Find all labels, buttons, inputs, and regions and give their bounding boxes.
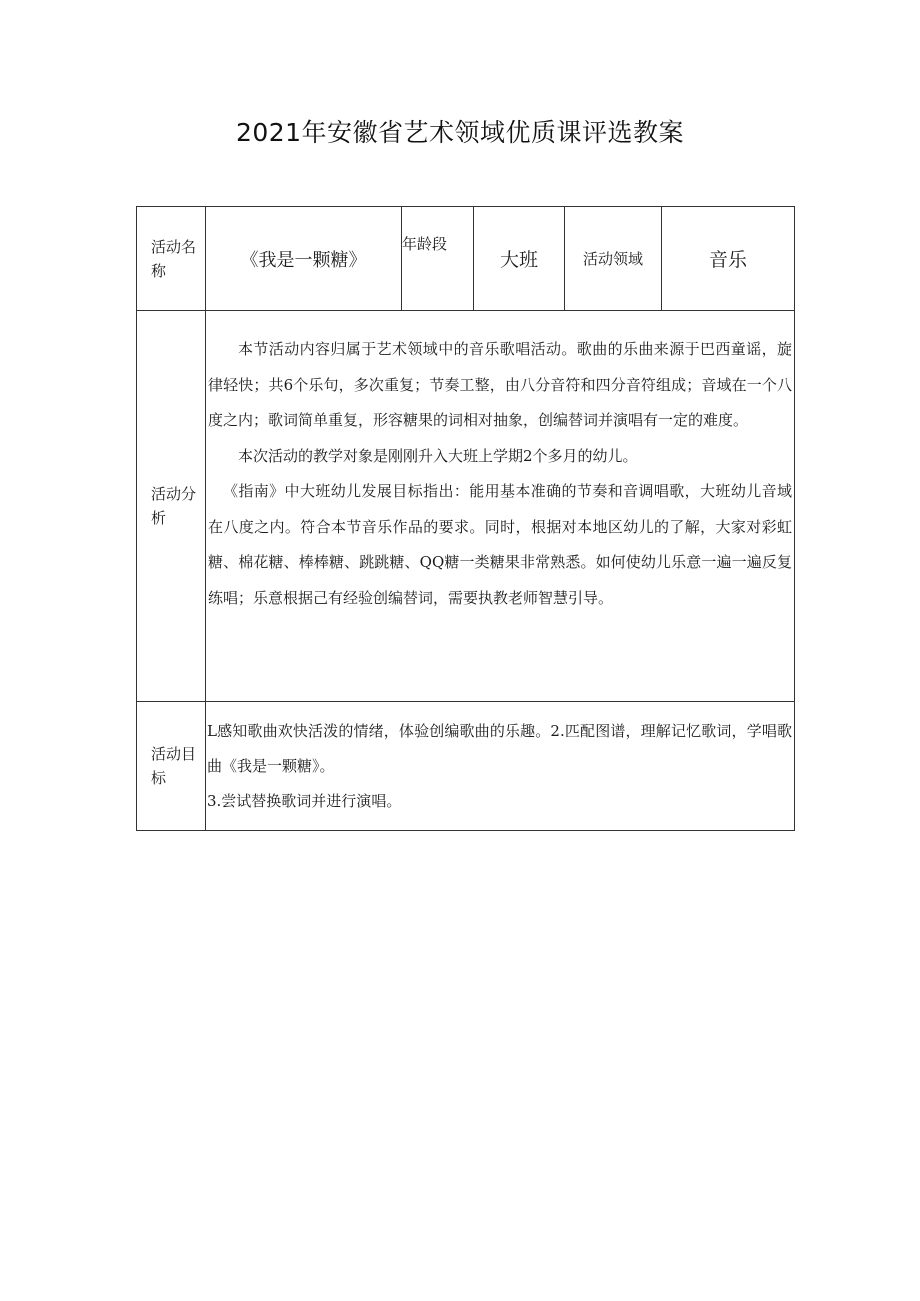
lesson-plan-table xyxy=(136,206,795,831)
analysis-paragraph: 本次活动的教学对象是刚刚升入大班上学期2个多月的幼儿。 xyxy=(238,446,638,465)
table-row-activity-goals xyxy=(137,702,795,831)
activity-goals-label: 活动目标 xyxy=(137,702,206,831)
activity-name-value: 《我是一颗糖》 xyxy=(206,207,402,311)
activity-domain-value: 音乐 xyxy=(662,207,795,311)
goal-item: 3.尝试替换歌词并进行演唱。 xyxy=(207,791,402,810)
table-row-activity-info xyxy=(137,207,795,311)
analysis-paragraph: 《指南》中大班幼儿发展目标指出：能用基本准确的节奏和音调唱歌，大班幼儿音域在八度之内。符合本节音乐作品的要求。同时，根据对本地区幼儿的了解，大家对彩虹糖、棉花糖、棒棒糖、跳跳糖、QQ糖一类糖果非常熟悉。如何使幼儿乐意一遍一遍反复练唱；乐意根据己有经验创编替词，需要执教老师智慧引导。 xyxy=(208,482,792,607)
activity-goals-content xyxy=(206,702,795,831)
activity-analysis-label: 活动分析 xyxy=(137,311,206,702)
analysis-paragraph: 本节活动内容归属于艺术领域中的音乐歌唱活动。歌曲的乐曲来源于巴西童谣，旋律轻快；共6个乐句，多次重复；节奏工整，由八分音符和四分音符组成；音域在一个八度之内；歌词简单重复，形容糖果的词相对抽象，创编替词并演唱有一定的难度。 xyxy=(208,340,792,429)
table-row-activity-analysis xyxy=(137,311,795,702)
age-group-label: 年龄段 xyxy=(402,207,474,311)
activity-domain-label: 活动领域 xyxy=(565,207,662,311)
age-group-value: 大班 xyxy=(474,207,565,311)
activity-name-label: 活动名称 xyxy=(137,207,206,311)
page-title: 2021年安徽省艺术领域优质课评选教案 xyxy=(235,118,685,147)
goal-item: L感知歌曲欢快活泼的情绪，体验创编歌曲的乐趣。2.匹配图谱，理解记忆歌词，学唱歌曲《我是一颗糖》。 xyxy=(207,721,792,775)
activity-analysis-content xyxy=(206,311,795,702)
